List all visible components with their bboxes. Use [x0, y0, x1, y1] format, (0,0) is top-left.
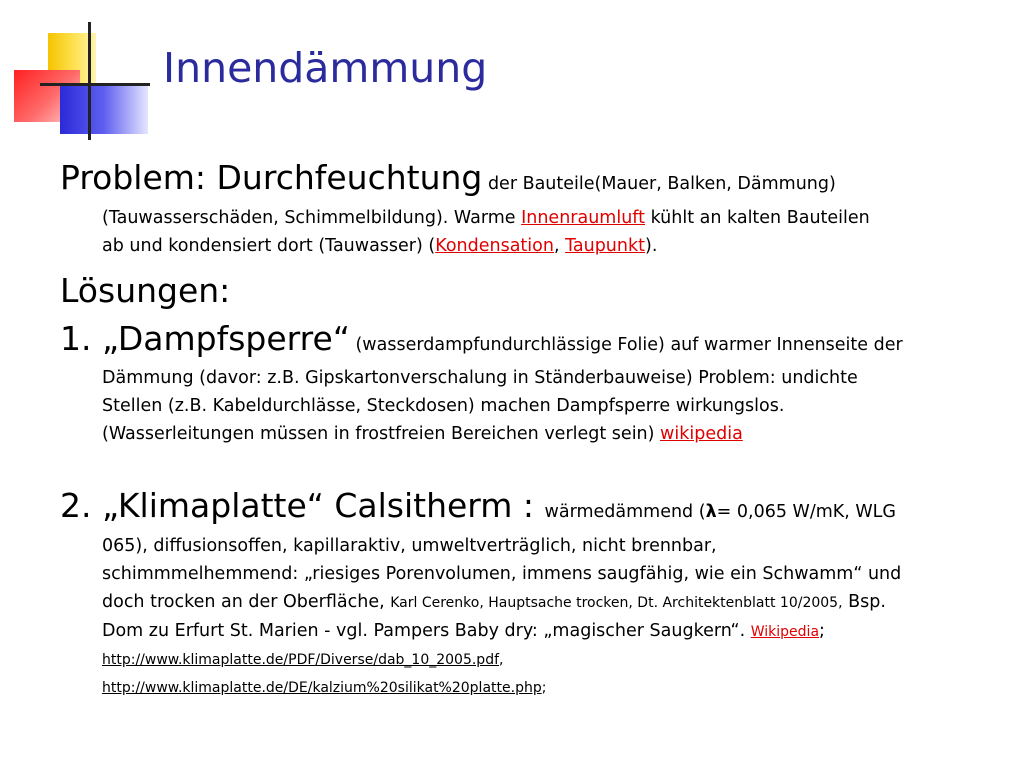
blue-square [60, 86, 148, 134]
item2-text-4b: Bsp. [842, 592, 886, 612]
problem-lead: Problem: Durchfeuchtung [60, 158, 483, 197]
link-innenraumluft[interactable]: Innenraumluft [521, 208, 646, 228]
problem-text-3a: ab und kondensiert dort (Tauwasser) ( [102, 236, 436, 256]
decorative-logo [0, 0, 160, 140]
url-link-2[interactable]: http://www.klimaplatte.de/DE/kalzium%20silikat%20platte.php [102, 680, 542, 696]
url1-sep: , [499, 652, 504, 668]
link-taupunkt[interactable]: Taupunkt [565, 236, 645, 256]
url-link-1[interactable]: http://www.klimaplatte.de/PDF/Diverse/dab_10_2005.pdf [102, 652, 500, 668]
slide-body [60, 150, 1020, 702]
solution-item-1 [60, 320, 1020, 448]
vertical-line [88, 22, 91, 140]
item2-text-5: Dom zu Erfurt St. Marien - vgl. Pampers Baby dry: „magischer Saugkern“. [102, 621, 751, 641]
problem-text-1: der Bauteile(Mauer, Balken, Dämmung) [482, 174, 836, 194]
item1-lead: 1. „Dampfsperre“ [60, 319, 350, 358]
problem-text-3c: ). [645, 236, 658, 256]
item2-text-3: schimmmelhemmend: „riesiges Porenvolumen, immens saugfähig, wie ein Schwamm“ und [102, 564, 902, 584]
problem-text-2a: (Tauwasserschäden, Schimmelbildung). Warme [102, 208, 522, 228]
horizontal-line [40, 83, 150, 86]
solution-item-2 [60, 486, 1020, 702]
citation: Karl Cerenko, Hauptsache trocken, Dt. Architektenblatt 10/2005, [390, 595, 843, 611]
item2-text-1b: = 0,065 W/mK, WLG [716, 502, 896, 522]
item1-text-3: Stellen (z.B. Kabeldurchlässe, Steckdosen) machen Dampfsperre wirkungslos. [102, 396, 785, 416]
item2-text-2: 065), diffusionsoffen, kapillaraktiv, umweltverträglich, nicht brennbar, [102, 536, 717, 556]
item2-text-4a: doch trocken an der Oberfläche, [102, 592, 391, 612]
url2-sep: ; [541, 680, 547, 696]
lambda-symbol: λ [705, 502, 717, 522]
item2-text-1a: wärmedämmend ( [544, 502, 706, 522]
item1-text-1: (wasserdampfundurchlässige Folie) auf warmer Innenseite der [349, 335, 903, 355]
slide-title: Innendämmung [163, 44, 488, 92]
problem-block [60, 158, 1020, 260]
solutions-heading-row [60, 268, 1020, 320]
link-kondensation[interactable]: Kondensation [435, 236, 554, 256]
problem-text-2b: kühlt an kalten Bauteilen [645, 208, 870, 228]
item1-text-2: Dämmung (davor: z.B. Gipskartonverschalung in Ständerbauweise) Problem: undichte [102, 368, 858, 388]
solutions-heading: Lösungen: [60, 271, 231, 310]
item2-text-5b: ; [819, 621, 825, 641]
link-wikipedia-1[interactable]: wikipedia [660, 424, 743, 444]
problem-text-3b: , [553, 236, 566, 256]
link-wikipedia-2[interactable]: Wikipedia [750, 624, 820, 640]
item2-lead: 2. „Klimaplatte“ Calsitherm : [60, 486, 545, 525]
item1-text-4: (Wasserleitungen müssen in frostfreien Bereichen verlegt sein) [102, 424, 661, 444]
